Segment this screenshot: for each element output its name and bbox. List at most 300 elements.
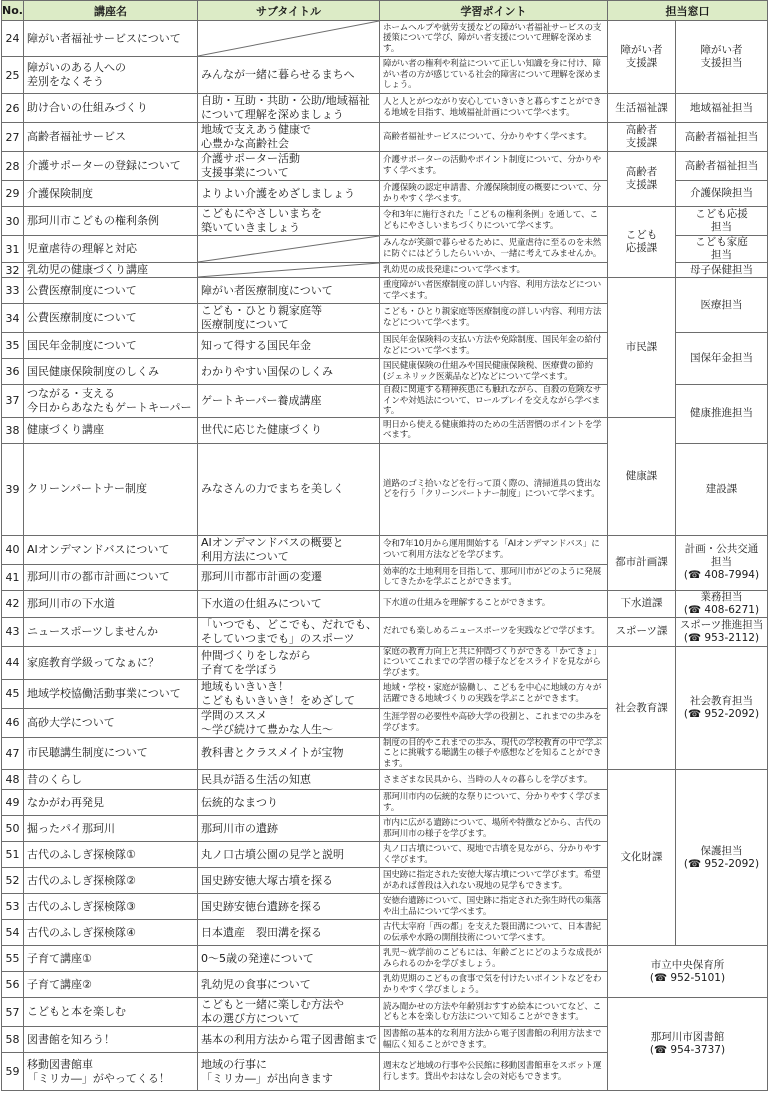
course-title-line: 今日からあなたもゲートキーパー	[27, 400, 192, 414]
course-subtitle-line: 地域の行事に	[201, 1057, 267, 1071]
contact-cell	[676, 617, 768, 646]
header-no: No.	[2, 1, 24, 21]
course-title-line: 健康づくり講座	[27, 423, 104, 437]
learning-point: 週末など地域の行事や公民館に移動図書館車をスポット運行します。貸出やおはなし会の対応もできます。	[380, 1053, 608, 1091]
course-title	[24, 564, 198, 590]
table-row	[2, 646, 768, 679]
contact-cell	[676, 535, 768, 590]
course-title-line: こどもと本を楽しむ	[27, 1005, 126, 1019]
contact-name-line: こども家庭	[695, 236, 748, 248]
table-row	[2, 617, 768, 646]
course-subtitle-line: ～学び続けて豊かな人生～	[201, 722, 333, 736]
table-row	[2, 278, 768, 304]
course-subtitle-line: 伝統的なまつり	[201, 795, 278, 809]
row-number: 25	[2, 57, 24, 94]
table-row	[2, 998, 768, 1027]
department-cell	[608, 770, 676, 946]
header-point: 学習ポイント	[380, 1, 608, 21]
learning-point: みんなが笑顔で暮らせるために、児童虐待に至るのを未然に防ぐにはどうしたらいいか、一緒に考えてみませんか。	[380, 236, 608, 263]
learning-point: 家庭の教育力向上と共に仲間づくりができる「かてきょ」についてこれまでの学習の様子などをスライドを見ながら学びます。	[380, 646, 608, 679]
course-title	[24, 842, 198, 868]
course-title	[24, 998, 198, 1027]
row-number: 48	[2, 770, 24, 790]
table-row	[2, 152, 768, 181]
course-subtitle-line: 自助・互助・共助・公助/地域福祉	[201, 94, 370, 107]
course-subtitle	[198, 333, 380, 359]
contact-cell	[676, 94, 768, 123]
course-subtitle-line: 利用方法について	[201, 549, 289, 563]
course-title-line: 古代のふしぎ探検隊④	[27, 925, 136, 939]
table-row	[2, 590, 768, 617]
course-subtitle-line: 基本の利用方法から電子図書館まで	[201, 1032, 377, 1046]
contact-phone: (☎ 408-6271)	[683, 603, 760, 616]
course-subtitle	[198, 417, 380, 443]
course-title	[24, 21, 198, 57]
course-subtitle	[198, 679, 380, 708]
row-number: 36	[2, 359, 24, 385]
learning-point: 読み聞かせの方法や年齢別おすすめ絵本についてなど、こどもと本を楽しむ方法について知ることができます。	[380, 998, 608, 1027]
course-subtitle-line: 地域で支えあう健康で	[201, 123, 311, 136]
course-title-line: なかがわ再発見	[27, 795, 104, 809]
course-subtitle-line: 「いつでも、どこでも、だれでも、	[201, 617, 377, 631]
row-number: 30	[2, 207, 24, 236]
course-subtitle	[198, 790, 380, 816]
department-cell	[608, 207, 676, 278]
course-title-line: 差別をなくそう	[27, 75, 104, 88]
department-name-line: 支援課	[625, 137, 658, 149]
contact-name-line: 担当	[711, 221, 732, 233]
row-number: 51	[2, 842, 24, 868]
learning-point: 乳幼児の成長発達について学べます。	[380, 263, 608, 278]
course-title-line: クリーンパートナー制度	[27, 482, 148, 496]
learning-point: 高齢者福祉サービスについて、分かりやすく学べます。	[380, 123, 608, 152]
course-subtitle	[198, 181, 380, 207]
contact-phone: (☎ 954-3737)	[649, 1044, 726, 1057]
course-table	[1, 0, 768, 1091]
contact-phone: (☎ 952-5101)	[649, 971, 726, 984]
course-subtitle-line: そしていつまでも」のスポーツ	[201, 631, 355, 645]
learning-point: 明日から使える健康維持のための生活習慣のポイントを学べます。	[380, 417, 608, 443]
course-title-line: 昔のくらし	[27, 772, 82, 786]
course-subtitle-line: AIオンデマンドバスの概要と	[201, 535, 344, 549]
department-cell	[608, 535, 676, 590]
row-number: 24	[2, 21, 24, 57]
department-name-line: 高齢者	[625, 166, 658, 178]
course-subtitle	[198, 894, 380, 920]
department-name-line: 支援課	[625, 179, 658, 191]
course-subtitle-empty	[198, 21, 380, 57]
department-name-line: 健康課	[625, 469, 658, 482]
course-title-line: 公費医療制度について	[27, 311, 137, 324]
learning-point: 介護保険の認定申請書、介護保険制度の概要について、分かりやすく学べます。	[380, 181, 608, 207]
contact-cell	[676, 123, 768, 152]
course-title	[24, 646, 198, 679]
learning-point: 人と人とがつながり安心していきいきと暮らすことができる地域を目指す、地域福祉計画について学べます。	[380, 94, 608, 123]
row-number: 26	[2, 94, 24, 123]
row-number: 59	[2, 1053, 24, 1091]
course-title	[24, 359, 198, 385]
course-subtitle	[198, 998, 380, 1027]
course-title-line: 国民年金制度について	[27, 338, 137, 352]
department-cell	[608, 278, 676, 418]
course-subtitle-line: 支援事業について	[201, 166, 289, 179]
course-title-line: 子育て講座②	[27, 977, 92, 991]
department-name-line: 市民課	[625, 340, 658, 353]
header-row	[2, 1, 768, 21]
course-subtitle	[198, 770, 380, 790]
course-title-line: 掘ったパイ那珂川	[27, 821, 115, 835]
contact-cell	[676, 236, 768, 263]
learning-point: 令和7年10月から運用開始する「AIオンデマンドバス」について利用方法などを学びます。	[380, 535, 608, 564]
contact-phone: (☎ 952-2092)	[683, 857, 760, 870]
course-subtitle-line: 地域もいきいき！	[201, 679, 289, 693]
course-title-line: 乳幼児の健康づくり講座	[27, 263, 148, 276]
contact-name-line: 高齢者福祉担当	[684, 159, 759, 172]
course-title	[24, 207, 198, 236]
course-title-line: 地域学校協働活動事業について	[27, 686, 181, 700]
row-number: 56	[2, 972, 24, 998]
contact-name-line: 医療担当	[700, 298, 743, 311]
contact-name-line: 那珂川市図書館	[650, 1031, 725, 1044]
contact-cell	[676, 278, 768, 333]
course-subtitle-line: 那珂川市の遺跡	[201, 821, 278, 835]
course-title	[24, 94, 198, 123]
department-cell	[608, 590, 676, 617]
department-cell	[608, 94, 676, 123]
contact-name-line: 計画・公共交通	[684, 543, 759, 556]
course-title	[24, 152, 198, 181]
learning-point: 乳幼児期のこどもの食事で気を付けたいポイントなどをわかりやすく学びましょう。	[380, 972, 608, 998]
course-subtitle-line: 国史跡安徳台遺跡を探る	[201, 899, 322, 913]
contact-name-line: 国保年金担当	[690, 352, 753, 364]
course-subtitle	[198, 535, 380, 564]
course-subtitle-line: 世代に応じた健康づくり	[201, 423, 322, 437]
table-row	[2, 770, 768, 790]
course-title-line: 古代のふしぎ探検隊③	[27, 899, 136, 913]
course-title	[24, 708, 198, 737]
course-subtitle	[198, 564, 380, 590]
course-title	[24, 737, 198, 770]
course-subtitle-line: について理解を深めましょう	[201, 108, 344, 121]
learning-point: こども・ひとり親家庭等医療制度の詳しい内容、利用方法などについて学べます。	[380, 304, 608, 333]
course-title	[24, 617, 198, 646]
department-name-line: 応援課	[625, 242, 658, 254]
department-name-line: 文化財課	[620, 851, 663, 864]
learning-point: だれでも楽しめるニュースポーツを実践などで学びます。	[380, 617, 608, 646]
empty-cell-slash	[198, 21, 379, 56]
course-subtitle-line: よりよい介護をめざしましょう	[201, 186, 355, 200]
row-number: 53	[2, 894, 24, 920]
course-title	[24, 816, 198, 842]
contact-cell	[676, 207, 768, 236]
course-subtitle-line: 医療制度について	[201, 318, 289, 331]
course-subtitle	[198, 94, 380, 123]
contact-cell	[676, 385, 768, 444]
contact-name-line: 高齢者福祉担当	[684, 130, 759, 143]
row-number: 28	[2, 152, 24, 181]
course-title-line: 公費医療制度について	[27, 283, 137, 297]
course-subtitle-line: 介護サポーター活動	[201, 152, 300, 165]
learning-point: 生涯学習の必要性や高砂大学の役割と、これまでの歩みを学びます。	[380, 708, 608, 737]
learning-point: 国史跡に指定された安徳大塚古墳について学びます。希望があれば普段は入れない現地の見学もできます。	[380, 868, 608, 894]
department-name-line: こども	[625, 229, 658, 241]
table-row	[2, 417, 768, 443]
header-title: 講座名	[24, 1, 198, 21]
course-title	[24, 1053, 198, 1091]
course-title	[24, 590, 198, 617]
row-number: 46	[2, 708, 24, 737]
row-number: 27	[2, 123, 24, 152]
contact-name-line: 介護保険担当	[690, 187, 753, 199]
contact-cell	[676, 646, 768, 770]
course-subtitle-line: 築いていきましょう	[201, 221, 300, 234]
course-subtitle	[198, 443, 380, 535]
row-number: 29	[2, 181, 24, 207]
department-cell	[608, 123, 676, 152]
course-title	[24, 417, 198, 443]
course-subtitle	[198, 359, 380, 385]
contact-name-line: 担当	[711, 249, 732, 261]
contact-cell	[676, 770, 768, 946]
contact-name-line: 障がい者	[700, 44, 743, 56]
course-subtitle-line: 那珂川市都市計画の変遷	[201, 570, 322, 584]
course-subtitle-line: 本の選び方について	[201, 1012, 300, 1026]
table-row	[2, 21, 768, 57]
table-row	[2, 946, 768, 972]
learning-point: 乳児～就学前のこどもには、年齢ごとにどのような成長がみられるのかを学びましょう。	[380, 946, 608, 972]
course-subtitle	[198, 207, 380, 236]
contact-cell	[608, 998, 768, 1091]
course-title	[24, 894, 198, 920]
row-number: 58	[2, 1027, 24, 1053]
course-subtitle-line: こどもにやさしいまちを	[201, 207, 322, 220]
course-subtitle-line: ゲートキーパー養成講座	[201, 393, 322, 407]
row-number: 33	[2, 278, 24, 304]
course-title	[24, 790, 198, 816]
learning-point: 図書館の基本的な利用方法から電子図書館の利用方法まで幅広く知ることができます。	[380, 1027, 608, 1053]
table-row	[2, 535, 768, 564]
learning-point: 地域・学校・家庭が協働し、こどもを中心に地域の方々が活躍できる地域づくりの実践を学ぶことができます。	[380, 679, 608, 708]
course-title	[24, 972, 198, 998]
course-title-line: 家庭教育学級ってなぁに？	[27, 655, 159, 669]
contact-name-line: 健康推進担当	[690, 407, 753, 420]
course-subtitle-line: わかりやすい国保のしくみ	[201, 364, 333, 378]
contact-name-line: 担当	[711, 556, 732, 569]
course-title	[24, 443, 198, 535]
row-number: 32	[2, 263, 24, 278]
course-subtitle	[198, 123, 380, 152]
course-title-line: 那珂川市の都市計画について	[27, 570, 170, 584]
table-row	[2, 123, 768, 152]
row-number: 42	[2, 590, 24, 617]
department-cell	[676, 443, 768, 535]
course-subtitle	[198, 1027, 380, 1053]
empty-cell-slash	[198, 236, 379, 262]
course-title-line: AIオンデマンドバスについて	[27, 542, 170, 556]
department-name-line: スポーツ課	[615, 625, 668, 638]
course-subtitle	[198, 590, 380, 617]
course-title-line: 古代のふしぎ探検隊①	[27, 847, 136, 861]
row-number: 54	[2, 920, 24, 946]
course-title-line: 「ミリカ―」がやってくる！	[27, 1071, 170, 1085]
course-subtitle-line: 子育てを学ぼう	[201, 662, 278, 676]
course-subtitle	[198, 1053, 380, 1091]
department-cell	[608, 417, 676, 535]
contact-name-line: 支援担当	[700, 57, 743, 69]
row-number: 49	[2, 790, 24, 816]
course-title-line: 助け合いの仕組みづくり	[27, 101, 148, 114]
course-title	[24, 304, 198, 333]
course-subtitle	[198, 946, 380, 972]
course-title-line: 障がい者福祉サービスについて	[27, 31, 181, 45]
table-row	[2, 94, 768, 123]
course-subtitle-line: 障がい者医療制度について	[201, 283, 333, 297]
contact-name-line: 母子保健担当	[690, 263, 753, 276]
course-subtitle-empty	[198, 263, 380, 278]
course-title	[24, 385, 198, 418]
course-subtitle	[198, 57, 380, 94]
course-title	[24, 535, 198, 564]
learning-point: 令和3年に施行された「こどもの権利条例」を通して、こどもにやさしいまちづくりについて学べます。	[380, 207, 608, 236]
learning-point: 古代太宰府「西の都」を支えた裂田溝について、日本書紀の伝承や水路の開削技術について学べます。	[380, 920, 608, 946]
course-subtitle-line: みなさんの力でまちを美しく	[201, 482, 344, 496]
contact-name-line: スポーツ推進担当	[679, 618, 764, 631]
department-name-line: 建設課	[705, 482, 738, 495]
course-title	[24, 123, 198, 152]
course-title	[24, 57, 198, 94]
department-name-line: 社会教育課	[615, 701, 668, 714]
learning-point: 下水道の仕組みを理解することができます。	[380, 590, 608, 617]
row-number: 35	[2, 333, 24, 359]
row-number: 37	[2, 385, 24, 418]
row-number: 45	[2, 679, 24, 708]
course-subtitle-line: 教科書とクラスメイトが宝物	[201, 746, 344, 760]
contact-name-line: 業務担当	[700, 590, 743, 603]
course-subtitle	[198, 920, 380, 946]
header-office: 担当窓口	[608, 1, 768, 21]
contact-name-line: 社会教育担当	[690, 695, 753, 708]
course-title	[24, 868, 198, 894]
row-number: 44	[2, 646, 24, 679]
course-title	[24, 333, 198, 359]
contact-cell	[676, 21, 768, 94]
course-subtitle	[198, 708, 380, 737]
course-subtitle-line: 学問のススメ	[201, 708, 267, 722]
course-subtitle	[198, 868, 380, 894]
row-number: 41	[2, 564, 24, 590]
course-subtitle	[198, 304, 380, 333]
header-subtitle: サブタイトル	[198, 1, 380, 21]
learning-point: さまざまな民具から、当時の人々の暮らしを学びます。	[380, 770, 608, 790]
course-subtitle	[198, 646, 380, 679]
contact-name-line: 市立中央保育所	[650, 958, 725, 971]
learning-point: 那珂川市内の伝統的な祭りについて、分かりやすく学びます。	[380, 790, 608, 816]
learning-point: 自殺に関連する精神疾患にも触れながら、自殺の危険なサインや対処法について、ロールプレイを交えながら学べます。	[380, 385, 608, 418]
course-subtitle	[198, 737, 380, 770]
course-title-line: 高齢者福祉サービス	[27, 130, 126, 143]
department-name-line: 支援課	[625, 57, 658, 69]
contact-phone: (☎ 952-2092)	[683, 708, 760, 721]
contact-cell	[676, 590, 768, 617]
course-title-line: 那珂川市こどもの権利条例	[27, 214, 159, 227]
learning-point: 国民健康保険の仕組みや国民健康保険税、医療費の節約(ジェネリック医薬品など)などについて学べます。	[380, 359, 608, 385]
course-title	[24, 181, 198, 207]
row-number: 39	[2, 443, 24, 535]
course-title-line: 介護サポーターの登録について	[27, 159, 181, 172]
department-cell	[608, 152, 676, 207]
contact-cell	[676, 152, 768, 181]
learning-point: 介護サポーターの活動やポイント制度について、分かりやすく学べます。	[380, 152, 608, 181]
course-subtitle-line: 心豊かな高齢社会	[201, 137, 289, 150]
learning-point: 制度の目的やこれまでの歩み、現代の学校教育の中で学ぶことに挑戦する聴講生の様子や感想などを知ることができます。	[380, 737, 608, 770]
learning-point: 市内に広がる遺跡について、場所や特徴などから、古代の那珂川市の様子を学びます。	[380, 816, 608, 842]
course-title-line: 国民健康保険制度のしくみ	[27, 364, 159, 378]
row-number: 43	[2, 617, 24, 646]
course-title-line: つながる・支える	[27, 386, 115, 400]
course-title	[24, 679, 198, 708]
course-title-line: 移動図書館車	[27, 1057, 93, 1071]
course-title	[24, 770, 198, 790]
department-name-line: 高齢者	[625, 124, 658, 136]
row-number: 47	[2, 737, 24, 770]
course-subtitle	[198, 278, 380, 304]
learning-point: 国民年金保険料の支払い方法や免除制度、国民年金の給付などについて学べます。	[380, 333, 608, 359]
row-number: 38	[2, 417, 24, 443]
row-number: 50	[2, 816, 24, 842]
course-subtitle	[198, 972, 380, 998]
contact-name-line: こども応援	[695, 208, 748, 220]
department-cell	[608, 646, 676, 770]
department-name-line: 障がい者	[620, 44, 663, 56]
row-number: 34	[2, 304, 24, 333]
contact-phone: (☎ 408-7994)	[683, 569, 760, 582]
course-subtitle-line: みんなが一緒に暮らせるまちへ	[201, 68, 355, 81]
contact-cell	[676, 181, 768, 207]
learning-point: 効率的な土地利用を目指して、那珂川市がどのように発展してきたかを学ぶことができます。	[380, 564, 608, 590]
empty-cell-slash	[198, 263, 379, 277]
course-subtitle	[198, 617, 380, 646]
course-rows	[2, 21, 768, 1091]
row-number: 57	[2, 998, 24, 1027]
learning-point: 丸ノ口古墳について、現地で古墳を見ながら、分かりやすく学びます。	[380, 842, 608, 868]
course-subtitle-line: 下水道の仕組みについて	[201, 596, 322, 610]
course-subtitle-line: 乳幼児の食事について	[201, 977, 311, 991]
contact-phone: (☎ 953-2112)	[683, 631, 760, 644]
department-name-line: 下水道課	[620, 597, 663, 610]
course-subtitle-line: 民具が語る生活の知恵	[201, 772, 311, 786]
row-number: 52	[2, 868, 24, 894]
course-title-line: 図書館を知ろう！	[27, 1032, 115, 1046]
contact-name-line: 保護担当	[700, 844, 743, 857]
course-subtitle-line: 0～5歳の発達について	[201, 951, 314, 965]
department-cell	[608, 617, 676, 646]
learning-point: 安徳台遺跡について、国史跡に指定された弥生時代の集落や出土品について学べます。	[380, 894, 608, 920]
course-title	[24, 236, 198, 263]
learning-point: 道路のゴミ拾いなどを行って頂く際の、清掃道具の貸出などを行う「クリーンパートナー制度」について学べます。	[380, 443, 608, 535]
course-title-line: 市民聴講生制度について	[27, 746, 148, 760]
department-name-line: 都市計画課	[615, 556, 668, 569]
course-title	[24, 946, 198, 972]
course-title-line: 古代のふしぎ探検隊②	[27, 873, 136, 887]
course-title-line: 高砂大学について	[27, 715, 115, 729]
course-title-line: ニュースポーツしませんか	[27, 624, 159, 638]
learning-point: ホームヘルプや就労支援などの障がい者福祉サービスの支援策について学び、障がい者支援について理解を深めます。	[380, 21, 608, 57]
course-title-line: 子育て講座①	[27, 951, 92, 965]
contact-cell	[676, 263, 768, 278]
row-number: 55	[2, 946, 24, 972]
course-subtitle	[198, 152, 380, 181]
department-cell	[608, 21, 676, 94]
